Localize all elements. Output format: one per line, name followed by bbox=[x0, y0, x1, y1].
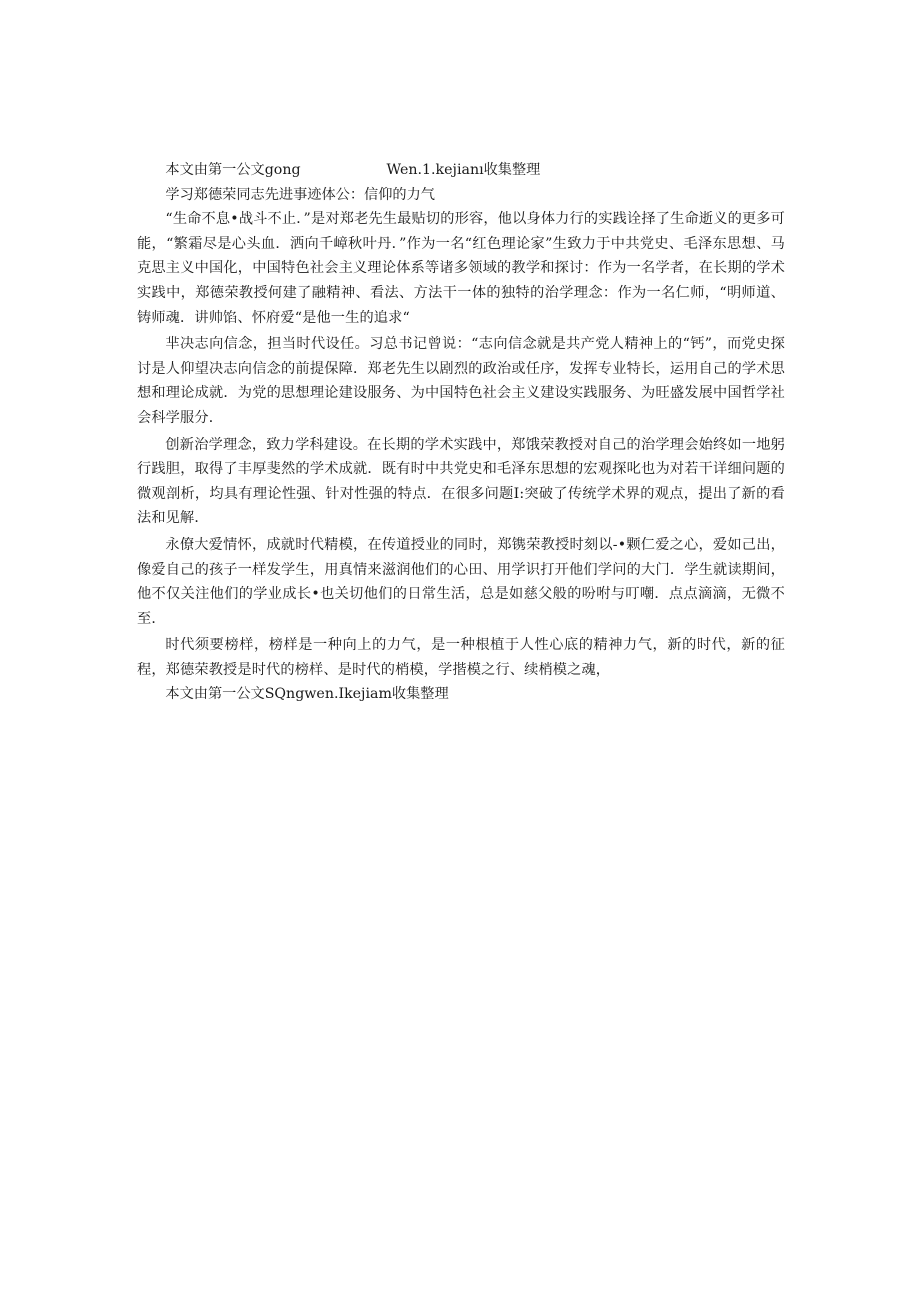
source-header-part2: Wen.1.kejianı收集整理 bbox=[386, 162, 541, 178]
source-header bbox=[137, 158, 785, 183]
source-header-part1: 本文由第一公文gong bbox=[165, 162, 301, 178]
paragraph-1: “生命不息•战斗不止．”是对郑老先生最贴切的形容，他以身体力行的实践诠择了生命逝义的更多可能，“繁霜尽是心头血．洒向千嶂秋叶丹．”作为一名“红色理论家”生致力于中共党史、毛泽东思想、马克思主义中国化，中国特色社会主义理论体系等诸多领域的教学和探讨：作为一名学者，在长期的学术实践中，郑德荣教授何建了融精神、看法、方法干一体的独特的治学理念：作为一名仁师，“明师道、铸师魂．讲帅馅、怀府爱“是他一生的追求“ bbox=[137, 211, 785, 326]
source-footer: 本文由第一公文SQngwen.Ikejiam收集整理 bbox=[165, 686, 449, 703]
paragraph-3: 创新治学理念，致力学科建设。在长期的学术实践中，郑饿荣教授对自己的治学理会始终如一地躬行践胆，取得了丰厚斐然的学术成就．既有时中共党史和毛泽东思想的宏观探叱也为对若干详细问题的微观剖析，均具有理论性强、针对性强的特点．在很多问题I:突破了传统学术界的观点，提出了新的看法和见解． bbox=[137, 436, 785, 527]
paragraph-2: 芈决志向信念，担当时代设任。习总书记曾说：“志向信念就是共产党人精神上的“钙”，而党史探讨是人仰望决志向信念的前提保障．郑老先生以剧烈的政治或任序，发挥专业特长，运用自己的学术思想和理论成就．为党的思想理论建设服务、为中国特色社会主义建设实践服务、为旺盛发展中国哲学社会科学服分． bbox=[137, 336, 785, 426]
paragraph-4: 永僚大爱情怀，成就时代精模，在传道授业的同时，郑镌荣教授时刻以-•颗仁爱之心，爱如己出，像爱自己的孩子一样发学生，用真情来滋润他们的心田、用学识打开他们学问的大门．学生就读期间，他不仅关注他们的学业成长•也关切他们的日常生活，总是如慈父般的吩咐与叮嘲．点点滴滴，无微不至． bbox=[137, 536, 785, 627]
paragraph-5: 时代须要榜样，榜样是一种向上的力气，是一种根植于人性心底的精神力气，新的时代，新的征程，郑德荣教授是时代的榜样、是时代的梢模，学揩模之行、续梢模之魂， bbox=[137, 637, 785, 678]
document-body bbox=[137, 158, 785, 707]
document-title: 学习郑德荣同志先进事迹体公：信仰的力气 bbox=[165, 186, 435, 203]
